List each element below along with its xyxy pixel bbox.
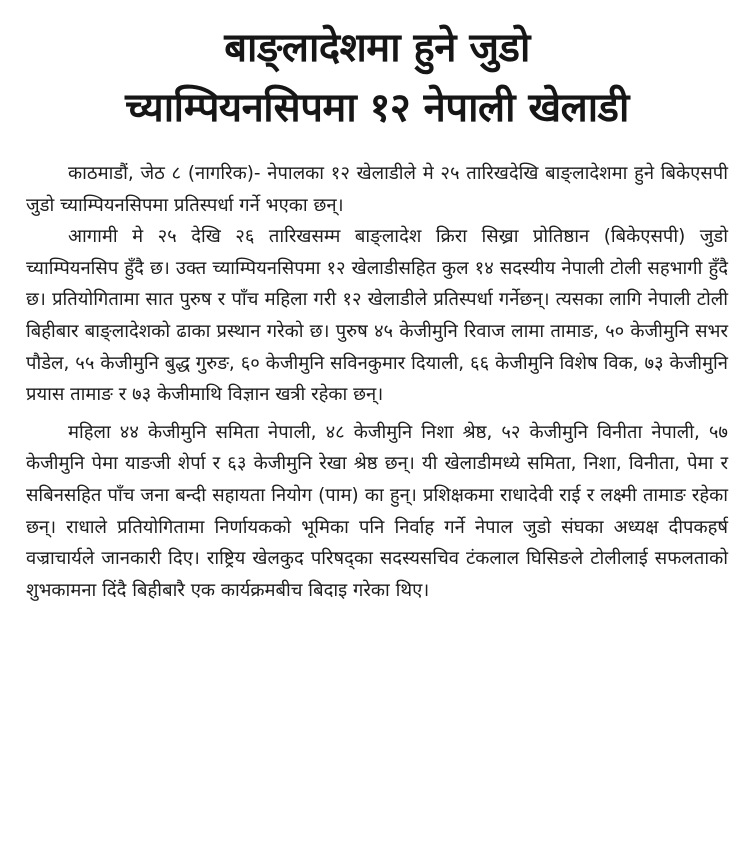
headline [26,18,728,138]
paragraph-dateline: काठमाडौं, जेठ ८ (नागरिक)- नेपालका १२ खेलाडीले मे २५ तारिखदेखि बाङ्लादेशमा हुने बिकेएसपी जुडो च्याम्पियनसिपमा प्रतिस्पर्धा गर्ने भएका छन्। [26,163,728,216]
headline-line-1: बाङ्लादेशमा हुने जुडो [224,25,530,71]
paragraph-women-players: महिला ४४ केजीमुनि समिता नेपाली, ४८ केजीमुनि निशा श्रेष्ठ, ५२ केजीमुनि विनीता नेपाली, ५७ केजीमुनि पेमा याङजी शेर्पा र ६३ केजीमुनि रेखा श्रेष्ठ छन्। यी खेलाडीमध्ये समिता, निशा, विनीता, पेमा र सबिनसहित पाँच जना बन्दी सहायता नियोग (पाम) का हुन्। प्रशिक्षकमा राधादेवी राई र लक्ष्मी तामाङ रहेका छन्। राधाले प्रतियोगितामा निर्णायकको भूमिका पनि निर्वाह गर्ने नेपाल जुडो संघका अध्यक्ष दीपकहर्ष वज्राचार्यले जानकारी दिए। राष्ट्रिय खेलकुद परिषद्का सदस्यसचिव टंकलाल घिसिङले टोलीलाई सफलताको शुभकामना दिंदै बिहीबारै एक कार्यक्रमबीच बिदाइ गरेका थिए। [26,421,728,601]
paragraph-team-details: आगामी मे २५ देखि २६ तारिखसम्म बाङ्लादेश क्रिरा सिख्रा प्रोतिष्ठान (बिकेएसपी) जुडो च्याम्पियनसिप हुँदै छ। उक्त च्याम्पियनसिपमा १२ खेलाडीसहित कुल १४ सदस्यीय नेपाली टोली सहभागी हुँदै छ। प्रतियोगितामा सात पुरुष र पाँच महिला गरी १२ खेलाडीले प्रतिस्पर्धा गर्नेछन्। त्यसका लागि नेपाली टोली बिहीबार बाङ्लादेशको ढाका प्रस्थान गरेको छ। पुरुष ४५ केजीमुनि रिवाज लामा तामाङ, ५० केजीमुनि सभर पौडेल, ५५ केजीमुनि बुद्ध गुरुङ, ६० केजीमुनि सविनकुमार दियाली, ६६ केजीमुनि विशेष विक, ७३ केजीमुनि प्रयास तामाङ र ७३ केजीमाथि विज्ञान खत्री रहेका छन्। [26,226,728,406]
headline-line-2: च्याम्पियनसिपमा १२ नेपाली खेलाडी [125,85,629,131]
